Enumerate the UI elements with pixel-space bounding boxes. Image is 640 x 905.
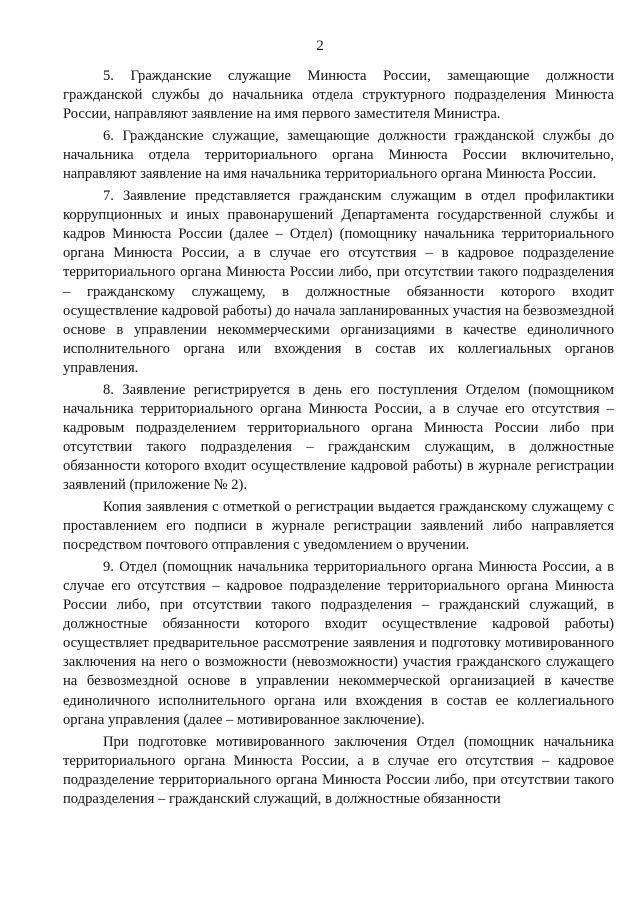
document-body [63, 67, 614, 809]
paragraph-6: 6. Гражданские служащие, замещающие должности гражданской службы до начальника отдела территориального органа Минюста России включительно, направляют заявление на имя начальника территориального органа Минюста России. [63, 128, 614, 183]
paragraph-8-copy-note: Копия заявления с отметкой о регистрации выдается гражданскому служащему с проставлением его подписи в журнале регистрации заявлений либо направляется посредством почтового отправления с уведомлением о вручении. [63, 499, 614, 554]
page-number: 2 [316, 38, 324, 54]
paragraph-9-preparation: При подготовке мотивированного заключения Отдел (помощник начальника территориального органа Минюста России, а в случае его отсутствия – кадровое подразделение территориального органа Минюста России либо, при отсутствии такого подразделения – гражданский служащий, в должностные обязанности [63, 733, 614, 807]
paragraph-8: 8. Заявление регистрируется в день его поступления Отделом (помощником начальника территориального органа Минюста России, а в случае его отсутствия – кадровым подразделением территориального органа Минюста России либо при отсутствии такого подразделения – гражданским служащим, в должностные обязанности которого входит осуществление кадровой работы) в журнале регистрации заявлений (приложение № 2). [63, 381, 614, 493]
paragraph-9: 9. Отдел (помощник начальника территориального органа Минюста России, а в случае его отсутствия – кадровое подразделение территориального органа Минюста России либо, при отсутствии такого подразделения – гражданский служащий, в должностные обязанности которого входит осуществление кадровой работы) осуществляет предварительное рассмотрение заявления и подготовку мотивированного заключения на него о возможности (невозможности) участия гражданского служащего на безвозмездной основе в управлении некоммерческой организацией в качестве единоличного исполнительного органа или вхождения в состав ее коллегиального органа управления (далее – мотивированное заключение). [63, 559, 614, 728]
paragraph-5: 5. Гражданские служащие Минюста России, замещающие должности гражданской службы до начальника отдела структурного подразделения Минюста России, направляют заявление на имя первого заместителя Министра. [63, 68, 614, 123]
paragraph-7: 7. Заявление представляется гражданским служащим в отдел профилактики коррупционных и иных правонарушений Департамента государственной службы и кадров Минюста России (далее – Отдел) (помощнику начальника территориального органа Минюста России, а в случае его отсутствия – в кадровое подразделение территориального органа Минюста России либо, при отсутствии такого подразделения – гражданскому служащему, в должностные обязанности которого входит осуществление кадровой работы) до начала запланированных участия на безвозмездной основе в управлении некоммерческими организациями в качестве единоличного исполнительного органа или вхождения в состав их коллегиальных органов управления. [63, 188, 614, 376]
